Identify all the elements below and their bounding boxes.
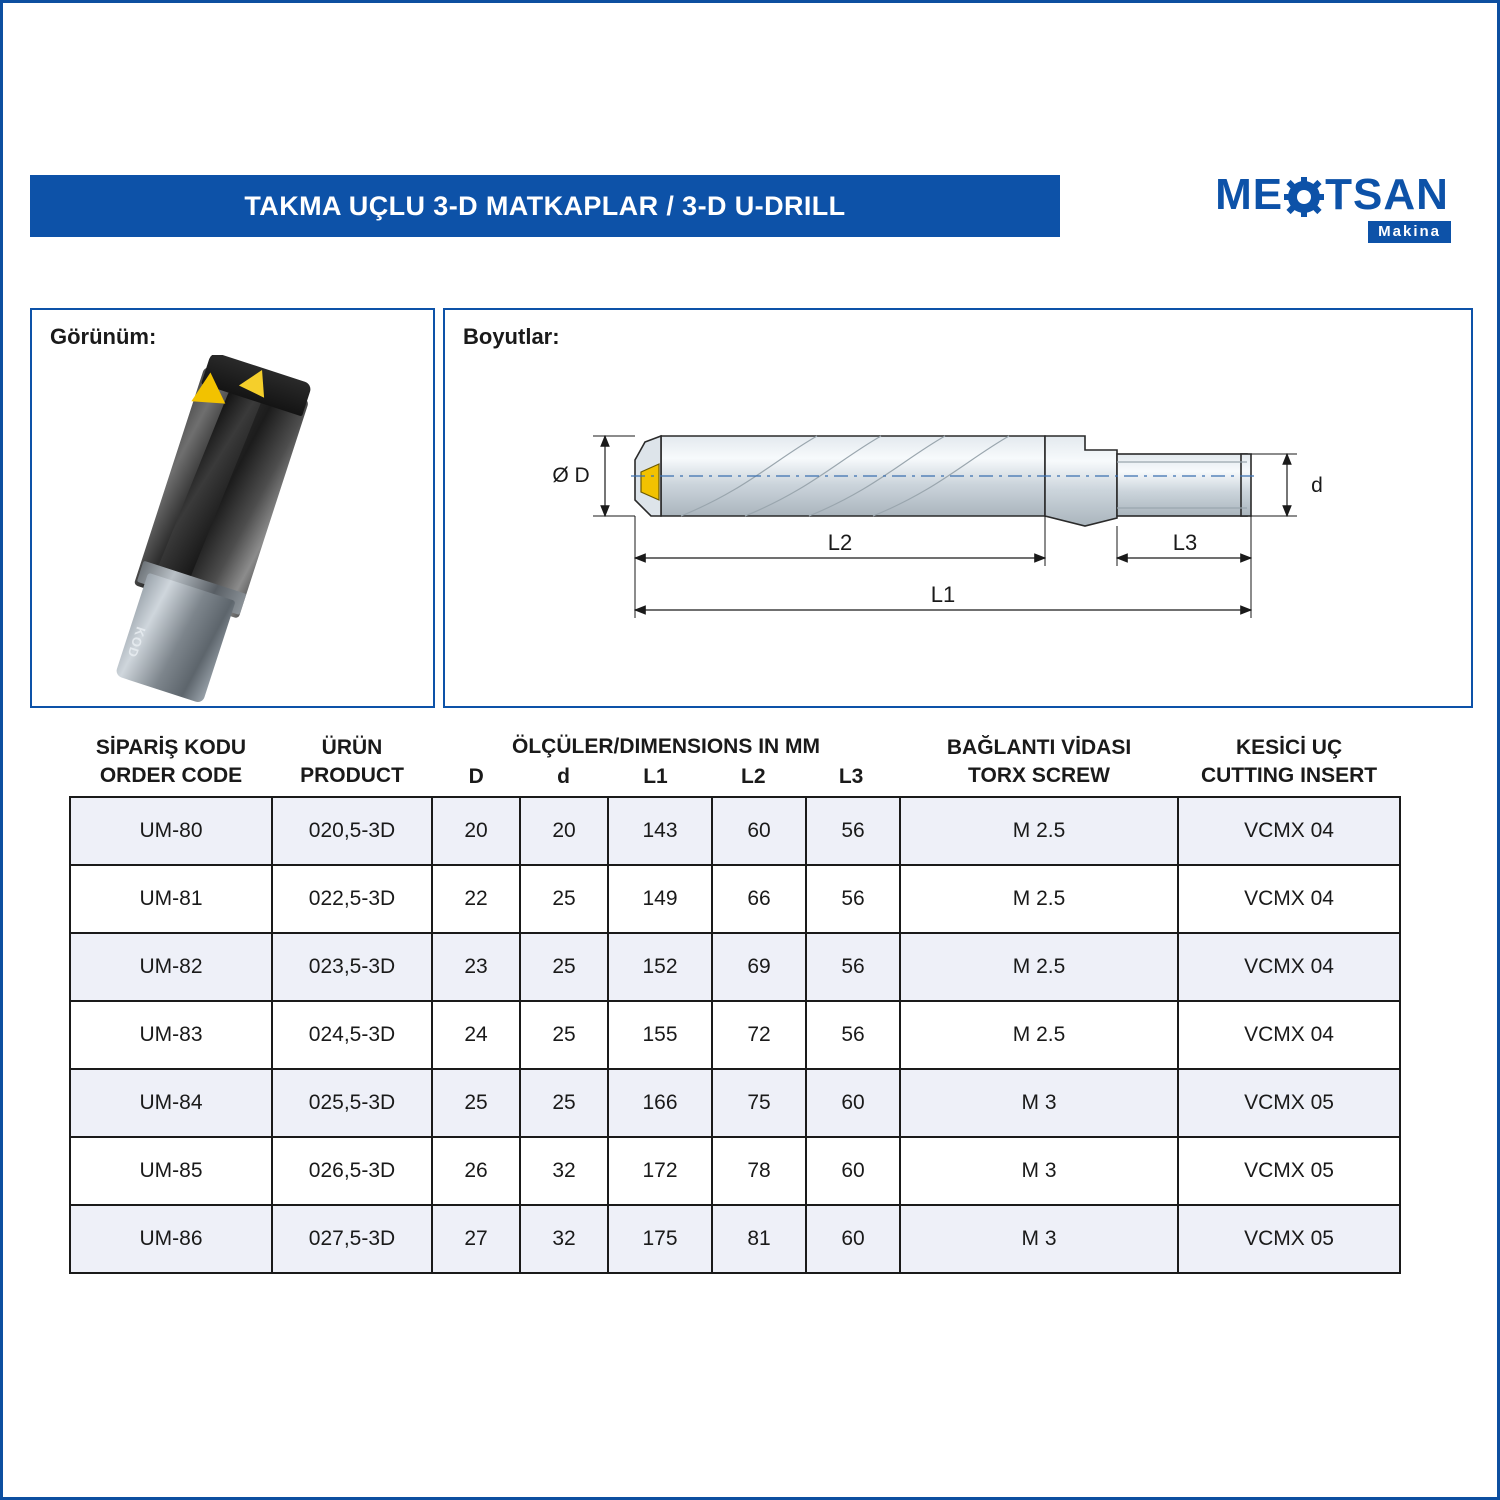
cell-d: 25 bbox=[520, 933, 608, 1001]
cell-d: 25 bbox=[520, 1069, 608, 1137]
cell-D: 20 bbox=[432, 797, 520, 865]
cell-L1: 172 bbox=[608, 1137, 712, 1205]
cell-L2: 66 bbox=[712, 865, 806, 933]
cell-L1: 143 bbox=[608, 797, 712, 865]
table-body bbox=[70, 797, 1400, 1273]
svg-text:L2: L2 bbox=[827, 530, 853, 555]
table-row bbox=[70, 1205, 1400, 1273]
cell-product: 024,5-3D bbox=[272, 1001, 432, 1069]
th-cutting-insert: KESİCİ UÇ CUTTING INSERT bbox=[1200, 736, 1378, 788]
svg-text:L3: L3 bbox=[1172, 530, 1198, 555]
cell-torx-screw: M 2.5 bbox=[900, 865, 1178, 933]
cell-L1: 149 bbox=[608, 865, 712, 933]
cell-d: 32 bbox=[520, 1205, 608, 1273]
product-photo bbox=[32, 355, 437, 707]
page-header-banner bbox=[30, 175, 1060, 237]
cell-D: 23 bbox=[432, 933, 520, 1001]
th-L1: L1 bbox=[643, 765, 668, 789]
drill-illustration bbox=[68, 355, 389, 707]
dimensions-panel bbox=[443, 308, 1473, 708]
cell-D: 22 bbox=[432, 865, 520, 933]
cell-order-code: UM-84 bbox=[70, 1069, 272, 1137]
cell-torx-screw: M 3 bbox=[900, 1069, 1178, 1137]
table-row bbox=[70, 797, 1400, 865]
cell-cutting-insert: VCMX 05 bbox=[1178, 1137, 1400, 1205]
cell-cutting-insert: VCMX 04 bbox=[1178, 933, 1400, 1001]
cell-cutting-insert: VCMX 05 bbox=[1178, 1205, 1400, 1273]
cutting-insert-icon bbox=[191, 371, 227, 403]
logo-wordmark bbox=[1215, 170, 1449, 219]
cell-L3: 56 bbox=[806, 1001, 900, 1069]
gear-icon bbox=[1284, 177, 1324, 217]
cell-L1: 155 bbox=[608, 1001, 712, 1069]
dimensions-panel-label: Boyutlar: bbox=[463, 324, 560, 349]
table-row bbox=[70, 933, 1400, 1001]
cell-D: 27 bbox=[432, 1205, 520, 1273]
th-L2: L2 bbox=[741, 765, 766, 789]
cell-d: 20 bbox=[520, 797, 608, 865]
cell-L2: 69 bbox=[712, 933, 806, 1001]
th-d: d bbox=[557, 765, 570, 789]
th-L3: L3 bbox=[838, 765, 864, 789]
cell-L3: 60 bbox=[806, 1205, 900, 1273]
cell-d: 25 bbox=[520, 1001, 608, 1069]
view-panel bbox=[30, 308, 435, 708]
cell-product: 020,5-3D bbox=[272, 797, 432, 865]
cell-product: 025,5-3D bbox=[272, 1069, 432, 1137]
table-row bbox=[70, 1137, 1400, 1205]
technical-drawing bbox=[445, 350, 1471, 706]
th-torx-screw: BAĞLANTI VİDASI TORX SCREW bbox=[946, 736, 1132, 788]
cell-torx-screw: M 3 bbox=[900, 1137, 1178, 1205]
company-logo bbox=[1207, 163, 1457, 253]
cell-d: 25 bbox=[520, 865, 608, 933]
cell-L1: 175 bbox=[608, 1205, 712, 1273]
cell-L2: 81 bbox=[712, 1205, 806, 1273]
th-order-code: SİPARİŞ KODU ORDER CODE bbox=[95, 736, 247, 788]
cell-L2: 78 bbox=[712, 1137, 806, 1205]
cell-L3: 60 bbox=[806, 1137, 900, 1205]
logo-text-right: TSAN bbox=[1325, 170, 1449, 219]
cell-torx-screw: M 3 bbox=[900, 1205, 1178, 1273]
cell-product: 026,5-3D bbox=[272, 1137, 432, 1205]
th-dimensions: ÖLÇÜLER/DIMENSIONS IN MM D d L1 L2 L3 bbox=[432, 733, 900, 797]
cell-torx-screw: M 2.5 bbox=[900, 1001, 1178, 1069]
view-panel-label: Görünüm: bbox=[50, 324, 157, 349]
cell-cutting-insert: VCMX 04 bbox=[1178, 1001, 1400, 1069]
cell-cutting-insert: VCMX 05 bbox=[1178, 1069, 1400, 1137]
cell-cutting-insert: VCMX 04 bbox=[1178, 797, 1400, 865]
specification-table-wrap bbox=[69, 733, 1399, 1274]
page-title: TAKMA UÇLU 3-D MATKAPLAR / 3-D U-DRILL bbox=[244, 190, 846, 221]
cell-L3: 56 bbox=[806, 797, 900, 865]
table-row bbox=[70, 1069, 1400, 1137]
cell-order-code: UM-80 bbox=[70, 797, 272, 865]
table-row bbox=[70, 1001, 1400, 1069]
cell-product: 022,5-3D bbox=[272, 865, 432, 933]
cell-L2: 60 bbox=[712, 797, 806, 865]
th-product: ÜRÜN PRODUCT bbox=[300, 736, 404, 788]
cell-L3: 60 bbox=[806, 1069, 900, 1137]
cell-cutting-insert: VCMX 04 bbox=[1178, 865, 1400, 933]
svg-text:L1: L1 bbox=[930, 582, 956, 607]
cell-torx-screw: M 2.5 bbox=[900, 797, 1178, 865]
cell-L3: 56 bbox=[806, 865, 900, 933]
cell-L1: 166 bbox=[608, 1069, 712, 1137]
cell-order-code: UM-86 bbox=[70, 1205, 272, 1273]
logo-text-left: ME bbox=[1215, 170, 1284, 219]
shank-marking: KOD bbox=[124, 624, 149, 660]
cell-order-code: UM-82 bbox=[70, 933, 272, 1001]
cell-d: 32 bbox=[520, 1137, 608, 1205]
svg-text:Ø D: Ø D bbox=[552, 464, 590, 487]
cell-D: 26 bbox=[432, 1137, 520, 1205]
table-row bbox=[70, 865, 1400, 933]
logo-subtitle: Makina bbox=[1368, 221, 1451, 243]
cell-L2: 75 bbox=[712, 1069, 806, 1137]
table-header-row-1 bbox=[70, 733, 1400, 797]
cell-D: 25 bbox=[432, 1069, 520, 1137]
cell-D: 24 bbox=[432, 1001, 520, 1069]
cell-order-code: UM-81 bbox=[70, 865, 272, 933]
svg-text:d: d bbox=[1311, 474, 1323, 497]
cell-product: 023,5-3D bbox=[272, 933, 432, 1001]
th-D: D bbox=[468, 765, 484, 789]
cell-order-code: UM-83 bbox=[70, 1001, 272, 1069]
cell-order-code: UM-85 bbox=[70, 1137, 272, 1205]
cell-torx-screw: M 2.5 bbox=[900, 933, 1178, 1001]
cell-product: 027,5-3D bbox=[272, 1205, 432, 1273]
cell-L1: 152 bbox=[608, 933, 712, 1001]
specification-table bbox=[69, 733, 1401, 1274]
cell-L3: 56 bbox=[806, 933, 900, 1001]
cell-L2: 72 bbox=[712, 1001, 806, 1069]
